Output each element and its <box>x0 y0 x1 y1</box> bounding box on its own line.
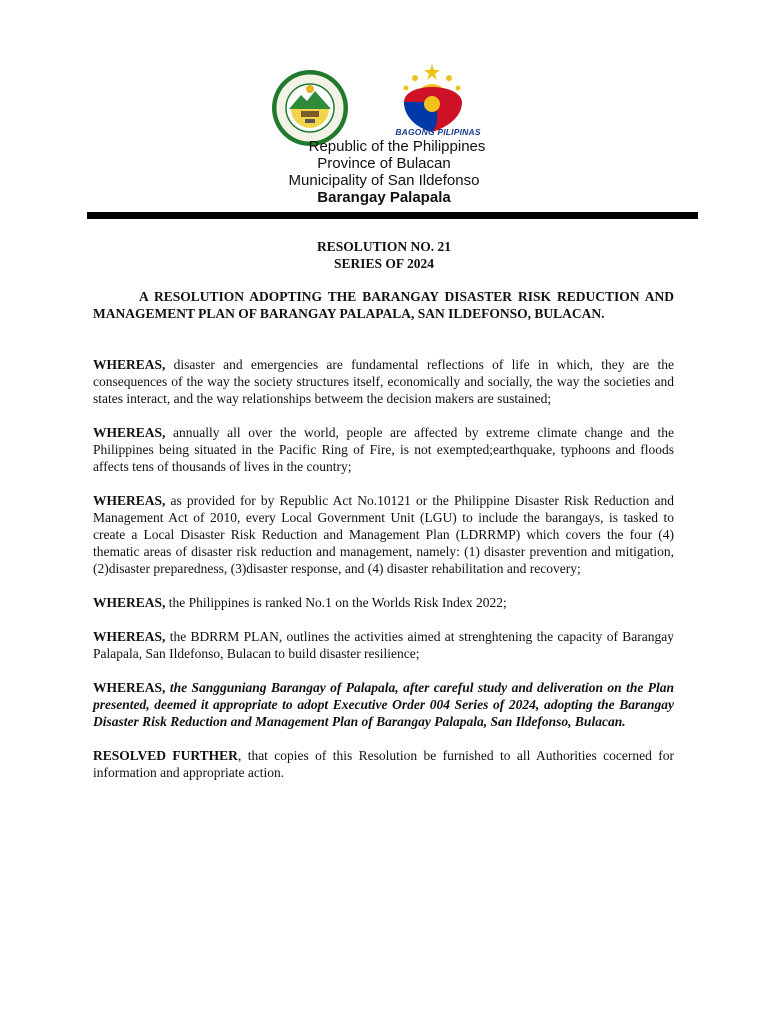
resolution-title: A RESOLUTION ADOPTING THE BARANGAY DISASTER RISK REDUCTION AND MANAGEMENT PLAN OF BARANGAY PALAPALA, SAN ILDEFONSO, BULACAN. <box>93 289 674 321</box>
resolution-heading <box>0 238 768 272</box>
paragraph-emphasis: the Sangguniang Barangay of Palapala, after careful study and deliveration on the Plan presented, deemed it appropriate to adopt Executive Order 004 Series of 2024, adopting the Barangay Disaster Risk Reduction and Management Plan of Barangay Palapala, San Ildefonso, Bulacan. <box>93 680 674 729</box>
whereas-paragraph <box>93 679 674 730</box>
paragraph-lead: RESOLVED FURTHER <box>93 748 238 763</box>
whereas-paragraph <box>93 492 674 577</box>
whereas-paragraph <box>93 628 674 662</box>
bagong-pilipinas-caption: BAGONG PILIPINAS <box>395 127 481 137</box>
header-divider <box>87 212 698 219</box>
paragraph-text: , that copies of this Resolution be furnished to all Authorities cocerned for information and appropriate action. <box>93 748 674 780</box>
republic-line: Republic of the Philippines <box>308 138 486 155</box>
seal-icon <box>271 69 349 147</box>
resolved-paragraph <box>93 747 674 781</box>
resolution-body <box>93 288 674 798</box>
paragraph-lead: WHEREAS, <box>93 425 166 440</box>
paragraph-text: the BDRRM PLAN, outlines the activities aimed at strenghtening the capacity of Barangay Palapala, San Ildefonso, Bulacan to build disaster resilience; <box>93 629 674 661</box>
whereas-paragraph <box>93 424 674 475</box>
resolution-number: RESOLUTION NO. 21 <box>317 239 451 254</box>
paragraph-lead: WHEREAS, <box>93 595 166 610</box>
paragraph-lead: WHEREAS, <box>93 629 166 644</box>
province-line: Province of Bulacan <box>317 155 451 172</box>
paragraph-text: annually all over the world, people are affected by extreme climate change and the Philippines being situated in the Pacific Ring of Fire, is not exempted;earthquake, typhoons and floods affects tens of thousands of lives in the country; <box>93 425 674 474</box>
paragraph-text: the Philippines is ranked No.1 on the Worlds Risk Index 2022; <box>165 595 507 610</box>
barangay-line: Barangay Palapala <box>317 189 451 206</box>
resolution-series: SERIES OF 2024 <box>333 256 435 271</box>
municipality-line: Municipality of San Ildefonso <box>288 172 480 189</box>
paragraph-lead: WHEREAS, <box>93 680 166 695</box>
whereas-paragraph <box>93 356 674 407</box>
paragraph-lead: WHEREAS, <box>93 493 166 508</box>
whereas-paragraph <box>93 594 674 611</box>
letterhead <box>0 138 768 206</box>
header-logos <box>0 62 768 140</box>
paragraph-text: disaster and emergencies are fundamental reflections of life in which, they are the consequences of the way the society structures itself, economically and socially, the way the societies and states interact, and the way relationships betweem the decision makers are sustained; <box>93 357 674 406</box>
paragraph-lead: WHEREAS, <box>93 357 166 372</box>
paragraph-text: as provided for by Republic Act No.10121 or the Philippine Disaster Risk Reduction and Management Act of 2010, every Local Government Unit (LGU) to include the barangays, is tasked to create a Local Disaster Risk Reduction and Management Plan (LDRRMP) which covers the four (4) thematic areas of disaster risk reduction and management, namely: (1) disaster prevention and mitigation, (2)disaster preparedness, (3)disaster response, and (4) disaster rehabilitation and recovery; <box>93 493 674 576</box>
